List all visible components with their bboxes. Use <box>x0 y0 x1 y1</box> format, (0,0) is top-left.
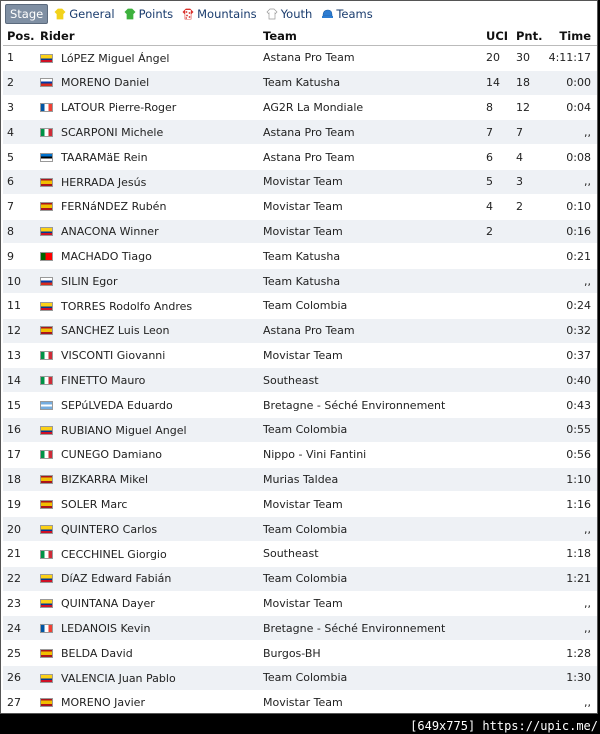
position-cell: 4 <box>3 120 36 145</box>
rider-cell <box>36 194 259 219</box>
points-cell <box>512 591 542 616</box>
points-cell <box>512 269 542 294</box>
rider-cell <box>36 690 259 714</box>
table-row[interactable] <box>3 318 597 343</box>
uci-points-cell <box>482 467 512 492</box>
team-cell <box>259 318 482 343</box>
results-table <box>3 26 597 714</box>
table-row[interactable] <box>3 442 597 467</box>
team-cell <box>259 566 482 591</box>
position-cell: 6 <box>3 169 36 194</box>
time-cell: 0:04 <box>542 95 597 120</box>
classification-tabs <box>1 1 597 26</box>
position-cell: 25 <box>3 641 36 666</box>
points-cell <box>512 219 542 244</box>
rider-cell <box>36 269 259 294</box>
country-flag-icon <box>40 252 53 261</box>
points-cell: 7 <box>512 120 542 145</box>
uci-points-cell: 6 <box>482 145 512 170</box>
position-cell: 19 <box>3 492 36 517</box>
position-cell: 1 <box>3 46 36 71</box>
rider-cell <box>36 145 259 170</box>
uci-points-cell <box>482 442 512 467</box>
time-cell: ,, <box>542 120 597 145</box>
country-flag-icon <box>40 649 53 658</box>
country-flag-icon <box>40 128 53 137</box>
position-cell: 10 <box>3 269 36 294</box>
rider-cell <box>36 492 259 517</box>
team-name-link[interactable]: Movistar Team <box>263 348 343 362</box>
rider-cell <box>36 591 259 616</box>
team-name-link[interactable]: Movistar Team <box>263 175 343 189</box>
team-cell <box>259 145 482 170</box>
country-flag-icon <box>40 202 53 211</box>
header-pnt[interactable]: Pnt. <box>512 26 542 46</box>
uci-points-cell <box>482 541 512 566</box>
position-cell: 20 <box>3 517 36 542</box>
team-cell <box>259 492 482 517</box>
team-cell <box>259 293 482 318</box>
team-name-link[interactable]: Team Colombia <box>263 423 348 437</box>
rider-cell <box>36 517 259 542</box>
tab-label: Points <box>138 6 174 21</box>
table-row[interactable] <box>3 194 597 219</box>
points-cell: 2 <box>512 194 542 219</box>
team-cell <box>259 641 482 666</box>
team-name-link[interactable]: Southeast <box>263 373 319 387</box>
position-cell: 13 <box>3 343 36 368</box>
position-cell: 26 <box>3 665 36 690</box>
country-flag-icon <box>40 227 53 236</box>
rider-name-link[interactable]: SANCHEZ Luis Leon <box>61 324 170 338</box>
points-cell: 12 <box>512 95 542 120</box>
team-name-link[interactable]: Team Colombia <box>263 299 348 313</box>
team-cell <box>259 517 482 542</box>
country-flag-icon <box>40 351 53 360</box>
points-cell <box>512 665 542 690</box>
team-name-link[interactable]: Movistar Team <box>263 696 343 710</box>
table-row[interactable] <box>3 616 597 641</box>
rider-name-link[interactable]: FINETTO Mauro <box>61 374 146 387</box>
image-host-credit: [649x775] https://upic.me/ <box>410 719 598 733</box>
header-time[interactable]: Time <box>542 26 597 46</box>
uci-points-cell <box>482 244 512 269</box>
rider-name-link[interactable]: QUINTERO Carlos <box>61 522 158 536</box>
points-cell: 3 <box>512 169 542 194</box>
team-cell <box>259 541 482 566</box>
team-name-link[interactable]: Nippo - Vini Fantini <box>263 448 367 462</box>
rider-name-link[interactable]: HERRADA Jesús <box>61 175 147 189</box>
country-flag-icon <box>40 574 53 583</box>
rider-name-link[interactable]: BIZKARRA Mikel <box>61 473 149 487</box>
time-cell: 0:21 <box>542 244 597 269</box>
table-row[interactable] <box>3 95 597 120</box>
time-cell: 0:08 <box>542 145 597 170</box>
country-flag-icon <box>40 698 53 707</box>
tab-label: Mountains <box>197 6 257 21</box>
time-cell: 0:43 <box>542 393 597 418</box>
time-cell: ,, <box>542 690 597 714</box>
position-cell: 3 <box>3 95 36 120</box>
team-name-link[interactable]: Astana Pro Team <box>263 150 355 164</box>
time-cell: 0:16 <box>542 219 597 244</box>
team-name-link[interactable]: Astana Pro Team <box>263 125 355 139</box>
team-name-link[interactable]: Astana Pro Team <box>263 51 355 65</box>
rider-cell <box>36 244 259 269</box>
table-row[interactable] <box>3 492 597 517</box>
rider-cell <box>36 219 259 244</box>
team-cell <box>259 467 482 492</box>
rider-name-link[interactable]: FERNáNDEZ Rubén <box>61 200 167 214</box>
time-cell: 0:32 <box>542 318 597 343</box>
header-uci[interactable]: UCI <box>482 26 512 46</box>
position-cell: 22 <box>3 566 36 591</box>
country-flag-icon <box>40 500 53 509</box>
rider-cell <box>36 120 259 145</box>
country-flag-icon <box>40 401 53 410</box>
yellow-jersey-icon <box>54 8 66 20</box>
rider-name-link[interactable]: TORRES Rodolfo Andres <box>61 299 193 313</box>
rider-name-link[interactable]: MORENO Daniel <box>61 76 150 90</box>
header-team[interactable]: Team <box>259 26 482 46</box>
rider-cell <box>36 417 259 442</box>
time-cell: ,, <box>542 169 597 194</box>
table-row[interactable] <box>3 169 597 194</box>
position-cell: 8 <box>3 219 36 244</box>
tab-youth[interactable] <box>266 7 313 21</box>
team-name-link[interactable]: AG2R La Mondiale <box>263 100 364 114</box>
country-flag-icon <box>40 599 53 608</box>
rider-cell <box>36 318 259 343</box>
table-header-row <box>3 26 597 46</box>
time-cell: 1:16 <box>542 492 597 517</box>
tab-mountains[interactable] <box>182 7 257 21</box>
team-cell <box>259 269 482 294</box>
tab-label: General <box>69 6 115 21</box>
country-flag-icon <box>40 426 53 435</box>
uci-points-cell: 8 <box>482 95 512 120</box>
team-name-link[interactable]: Team Colombia <box>263 522 348 536</box>
time-cell: 1:30 <box>542 665 597 690</box>
uci-points-cell <box>482 393 512 418</box>
table-row[interactable] <box>3 665 597 690</box>
points-cell: 4 <box>512 145 542 170</box>
position-cell: 18 <box>3 467 36 492</box>
rider-name-link[interactable]: RUBIANO Miguel Angel <box>61 423 187 437</box>
position-cell: 12 <box>3 318 36 343</box>
rider-name-link[interactable]: QUINTANA Dayer <box>61 597 155 611</box>
time-cell: 0:10 <box>542 194 597 219</box>
rider-name-link[interactable]: TAARAMäE Rein <box>61 150 148 164</box>
rider-name-link[interactable]: BELDA David <box>61 646 133 660</box>
results-body <box>3 46 597 715</box>
points-cell <box>512 442 542 467</box>
uci-points-cell <box>482 368 512 393</box>
position-cell: 17 <box>3 442 36 467</box>
team-cell <box>259 393 482 418</box>
points-cell <box>512 393 542 418</box>
time-cell: ,, <box>542 591 597 616</box>
table-row[interactable] <box>3 293 597 318</box>
white-jersey-icon <box>266 8 278 20</box>
time-cell: 1:10 <box>542 467 597 492</box>
uci-points-cell <box>482 591 512 616</box>
country-flag-icon <box>40 103 53 112</box>
points-cell <box>512 566 542 591</box>
team-cell <box>259 70 482 95</box>
uci-points-cell <box>482 517 512 542</box>
team-name-link[interactable]: Bretagne - Séché Environnement <box>263 621 446 635</box>
table-row[interactable] <box>3 46 597 71</box>
team-cell <box>259 417 482 442</box>
country-flag-icon <box>40 450 53 459</box>
rider-cell <box>36 169 259 194</box>
time-cell: 0:00 <box>542 70 597 95</box>
uci-points-cell: 5 <box>482 169 512 194</box>
tab-label: Stage <box>10 6 44 21</box>
rider-cell <box>36 665 259 690</box>
tab-general[interactable] <box>54 7 114 21</box>
time-cell: ,, <box>542 269 597 294</box>
team-cell <box>259 665 482 690</box>
position-cell: 14 <box>3 368 36 393</box>
table-row[interactable] <box>3 219 597 244</box>
points-cell <box>512 293 542 318</box>
rider-cell <box>36 293 259 318</box>
rider-name-link[interactable]: DíAZ Edward Fabián <box>61 572 172 586</box>
team-name-link[interactable]: Southeast <box>263 547 319 561</box>
rider-cell <box>36 95 259 120</box>
points-cell <box>512 541 542 566</box>
table-row[interactable] <box>3 467 597 492</box>
header-pos[interactable]: Pos. <box>3 26 36 46</box>
team-name-link[interactable]: Burgos-BH <box>263 646 321 660</box>
table-row[interactable] <box>3 517 597 542</box>
uci-points-cell <box>482 690 512 714</box>
position-cell: 27 <box>3 690 36 714</box>
country-flag-icon <box>40 326 53 335</box>
rider-name-link[interactable]: LATOUR Pierre-Roger <box>61 101 177 115</box>
time-cell: ,, <box>542 517 597 542</box>
table-row[interactable] <box>3 145 597 170</box>
team-cell <box>259 194 482 219</box>
points-cell <box>512 368 542 393</box>
rider-cell <box>36 442 259 467</box>
table-row[interactable] <box>3 393 597 418</box>
table-row[interactable] <box>3 690 597 714</box>
time-cell: 0:37 <box>542 343 597 368</box>
rider-cell <box>36 70 259 95</box>
table-row[interactable] <box>3 368 597 393</box>
points-cell <box>512 343 542 368</box>
rider-cell <box>36 641 259 666</box>
team-name-link[interactable]: Astana Pro Team <box>263 324 355 338</box>
rider-name-link[interactable]: LEDANOIS Kevin <box>61 621 151 635</box>
rider-name-link[interactable]: SILIN Egor <box>61 274 118 288</box>
uci-points-cell <box>482 318 512 343</box>
tab-teams[interactable] <box>321 7 372 21</box>
tab-points[interactable] <box>124 7 174 21</box>
rider-name-link[interactable]: LóPEZ Miguel Ángel <box>61 51 170 65</box>
tab-label: Youth <box>280 6 313 21</box>
team-name-link[interactable]: Murias Taldea <box>263 472 339 486</box>
team-name-link[interactable]: Movistar Team <box>263 224 343 238</box>
time-cell: 0:56 <box>542 442 597 467</box>
rider-cell <box>36 368 259 393</box>
country-flag-icon <box>40 277 53 286</box>
rider-name-link[interactable]: CUNEGO Damiano <box>61 448 163 462</box>
team-name-link[interactable]: Team Katusha <box>263 249 341 263</box>
table-row[interactable] <box>3 417 597 442</box>
points-cell <box>512 517 542 542</box>
table-row[interactable] <box>3 541 597 566</box>
team-cell <box>259 95 482 120</box>
polka-dot-jersey-icon <box>182 8 194 20</box>
position-cell: 9 <box>3 244 36 269</box>
team-name-link[interactable]: Movistar Team <box>263 596 343 610</box>
team-cell <box>259 690 482 714</box>
uci-points-cell <box>482 417 512 442</box>
table-row[interactable] <box>3 591 597 616</box>
country-flag-icon <box>40 78 53 87</box>
uci-points-cell: 7 <box>482 120 512 145</box>
points-cell <box>512 417 542 442</box>
country-flag-icon <box>40 624 53 633</box>
table-row[interactable] <box>3 641 597 666</box>
team-name-link[interactable]: Movistar Team <box>263 497 343 511</box>
team-name-link[interactable]: Team Colombia <box>263 671 348 685</box>
team-cell <box>259 368 482 393</box>
uci-points-cell <box>482 566 512 591</box>
country-flag-icon <box>40 153 53 162</box>
rider-name-link[interactable]: MACHADO Tiago <box>61 250 152 264</box>
rider-name-link[interactable]: SEPúLVEDA Eduardo <box>61 398 173 412</box>
team-name-link[interactable]: Team Colombia <box>263 572 348 586</box>
time-cell: 4:11:17 <box>542 46 597 71</box>
rider-name-link[interactable]: MORENO Javier <box>61 696 145 710</box>
rider-cell <box>36 393 259 418</box>
green-jersey-icon <box>124 8 136 20</box>
position-cell: 2 <box>3 70 36 95</box>
team-cell <box>259 591 482 616</box>
uci-points-cell: 14 <box>482 70 512 95</box>
country-flag-icon <box>40 302 53 311</box>
points-cell: 30 <box>512 46 542 71</box>
team-cell <box>259 169 482 194</box>
country-flag-icon <box>40 674 53 683</box>
country-flag-icon <box>40 525 53 534</box>
uci-points-cell <box>482 343 512 368</box>
time-cell: 1:28 <box>542 641 597 666</box>
time-cell: ,, <box>542 616 597 641</box>
team-cell <box>259 442 482 467</box>
tab-label: Teams <box>336 6 373 21</box>
time-cell: 1:18 <box>542 541 597 566</box>
uci-points-cell <box>482 492 512 517</box>
table-row[interactable] <box>3 70 597 95</box>
country-flag-icon <box>40 550 53 559</box>
country-flag-icon <box>40 178 53 187</box>
points-cell <box>512 244 542 269</box>
table-row[interactable] <box>3 120 597 145</box>
rider-name-link[interactable]: ANACONA Winner <box>61 225 159 239</box>
rider-name-link[interactable]: SCARPONI Michele <box>61 126 164 140</box>
points-cell <box>512 690 542 714</box>
tab-stage[interactable] <box>5 4 48 24</box>
rider-name-link[interactable]: SOLER Marc <box>61 497 128 511</box>
uci-points-cell: 20 <box>482 46 512 71</box>
position-cell: 15 <box>3 393 36 418</box>
uci-points-cell <box>482 665 512 690</box>
table-row[interactable] <box>3 244 597 269</box>
position-cell: 11 <box>3 293 36 318</box>
team-cell <box>259 616 482 641</box>
uci-points-cell <box>482 616 512 641</box>
team-name-link[interactable]: Team Katusha <box>263 274 341 288</box>
position-cell: 23 <box>3 591 36 616</box>
position-cell: 7 <box>3 194 36 219</box>
rider-cell <box>36 343 259 368</box>
points-cell <box>512 641 542 666</box>
position-cell: 5 <box>3 145 36 170</box>
time-cell: 0:24 <box>542 293 597 318</box>
uci-points-cell <box>482 269 512 294</box>
country-flag-icon <box>40 475 53 484</box>
rider-cell <box>36 566 259 591</box>
country-flag-icon <box>40 54 53 63</box>
blue-cap-icon <box>321 8 333 20</box>
time-cell: 0:55 <box>542 417 597 442</box>
team-cell <box>259 219 482 244</box>
rider-cell <box>36 467 259 492</box>
rider-name-link[interactable]: VISCONTI Giovanni <box>61 349 166 363</box>
table-row[interactable] <box>3 566 597 591</box>
time-cell: 1:21 <box>542 566 597 591</box>
team-cell <box>259 46 482 71</box>
points-cell <box>512 616 542 641</box>
time-cell: 0:40 <box>542 368 597 393</box>
uci-points-cell: 2 <box>482 219 512 244</box>
points-cell <box>512 467 542 492</box>
uci-points-cell <box>482 293 512 318</box>
team-name-link[interactable]: Team Katusha <box>263 76 341 90</box>
table-row[interactable] <box>3 343 597 368</box>
team-cell <box>259 244 482 269</box>
table-row[interactable] <box>3 269 597 294</box>
points-cell <box>512 492 542 517</box>
position-cell: 24 <box>3 616 36 641</box>
country-flag-icon <box>40 376 53 385</box>
points-cell: 18 <box>512 70 542 95</box>
team-name-link[interactable]: Movistar Team <box>263 200 343 214</box>
uci-points-cell <box>482 641 512 666</box>
rider-cell <box>36 46 259 71</box>
position-cell: 16 <box>3 417 36 442</box>
team-cell <box>259 120 482 145</box>
team-cell <box>259 343 482 368</box>
position-cell: 21 <box>3 541 36 566</box>
rider-cell <box>36 616 259 641</box>
uci-points-cell: 4 <box>482 194 512 219</box>
rider-cell <box>36 541 259 566</box>
rider-name-link[interactable]: CECCHINEL Giorgio <box>61 547 167 561</box>
points-cell <box>512 318 542 343</box>
header-rider[interactable]: Rider <box>36 26 259 46</box>
rider-name-link[interactable]: VALENCIA Juan Pablo <box>61 671 176 685</box>
team-name-link[interactable]: Bretagne - Séché Environnement <box>263 398 446 412</box>
